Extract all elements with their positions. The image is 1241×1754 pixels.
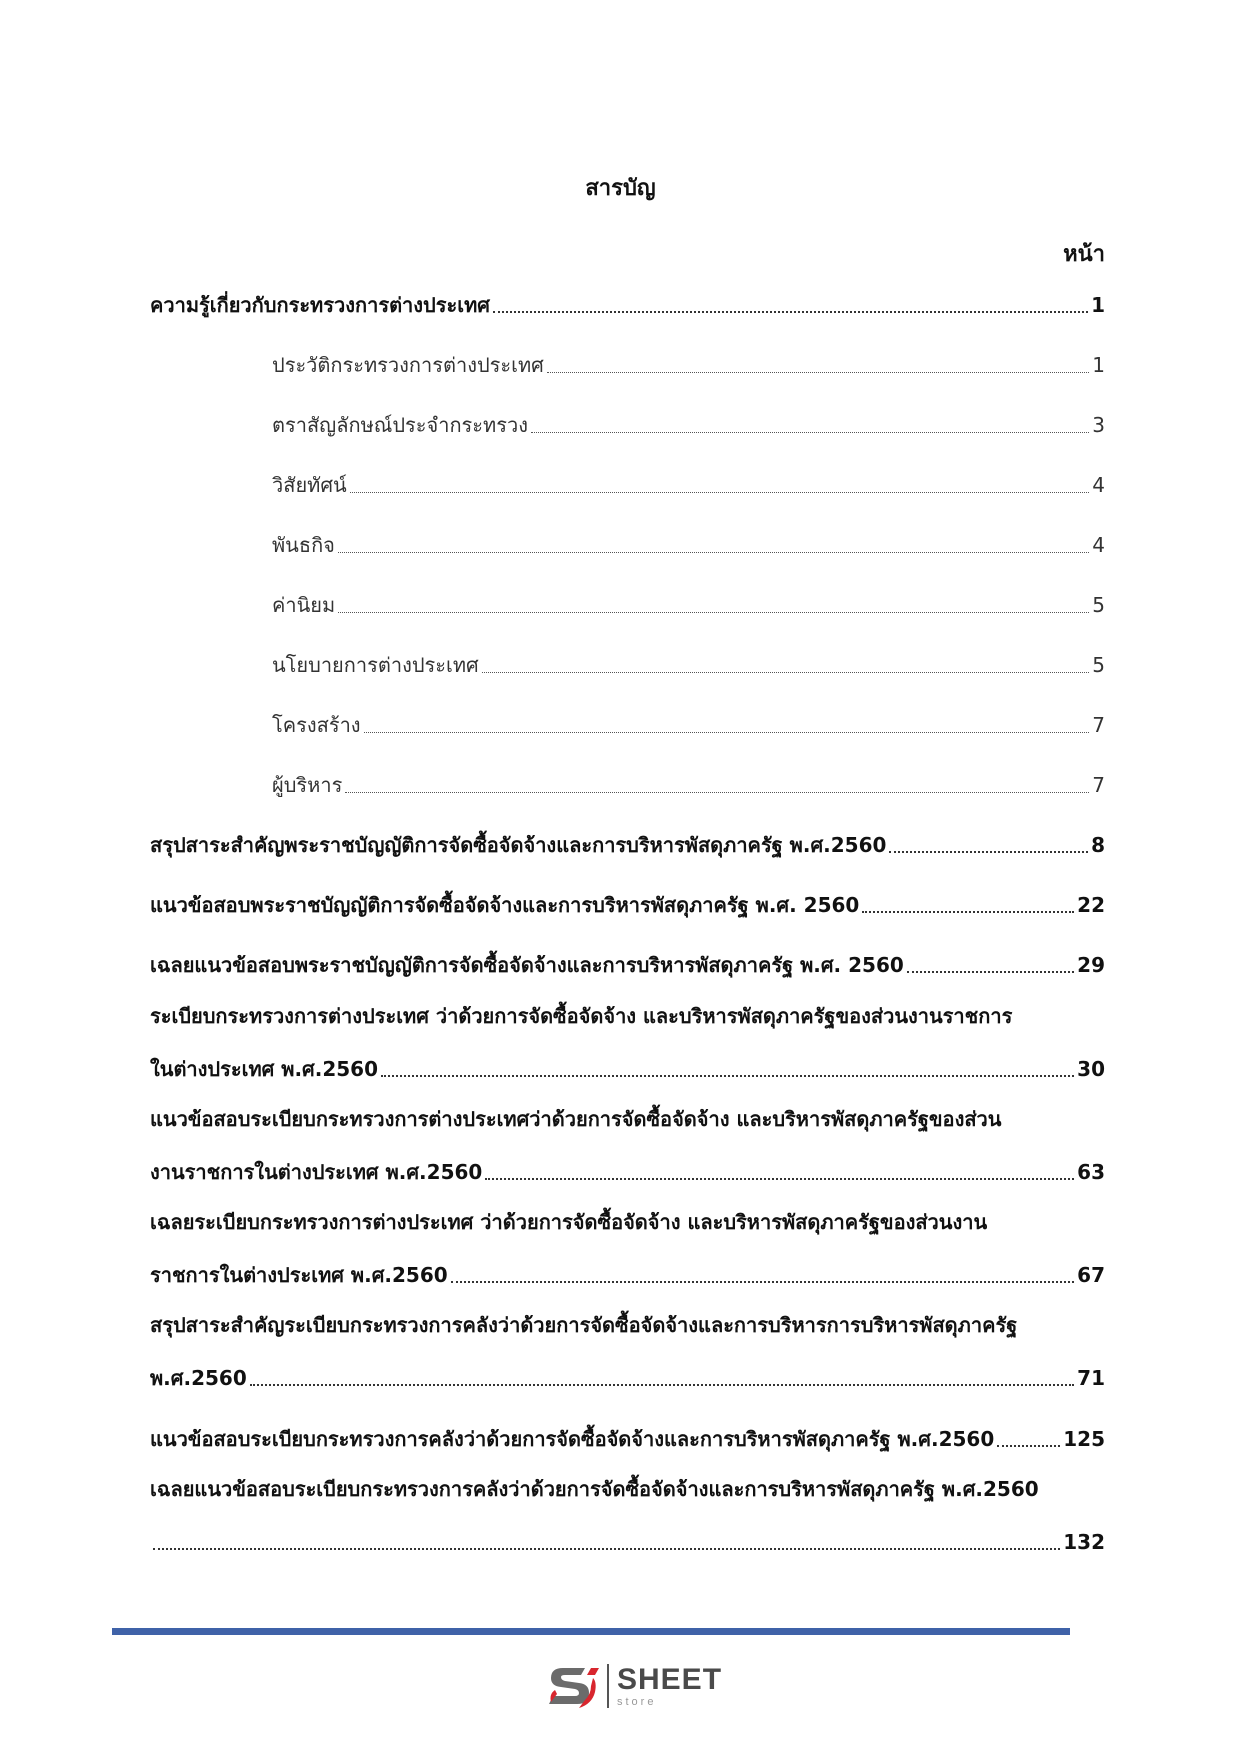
toc-entry-title: ราชการในต่างประเทศ พ.ศ.2560 <box>150 1263 448 1287</box>
toc-entry[interactable] <box>272 770 1105 800</box>
toc-entry[interactable] <box>150 1474 1105 1557</box>
dot-leader <box>250 1384 1074 1386</box>
toc-entry[interactable] <box>150 1424 1105 1454</box>
toc-entry-title: สรุปสาระสำคัญพระราชบัญญัติการจัดซื้อจัดจ้างและการบริหารพัสดุภาครัฐ พ.ศ.2560 <box>150 833 887 857</box>
toc-entry-page-number: 1 <box>1092 353 1105 377</box>
toc-entry-page-number: 71 <box>1077 1366 1105 1390</box>
logo-divider <box>607 1664 609 1708</box>
footer-divider <box>112 1628 1070 1635</box>
toc-entry-title: นโยบายการต่างประเทศ <box>272 653 479 677</box>
toc-entry-page-number: 7 <box>1092 773 1105 797</box>
toc-entry[interactable] <box>272 470 1105 500</box>
logo-name: SHEET <box>617 1662 723 1696</box>
toc-entry-title: เฉลยแนวข้อสอบพระราชบัญญัติการจัดซื้อจัดจ้างและการบริหารพัสดุภาครัฐ พ.ศ. 2560 <box>150 953 904 977</box>
toc-entry[interactable] <box>150 830 1105 860</box>
toc-entry-page-number: 5 <box>1092 653 1105 677</box>
toc-entry-page-number: 132 <box>1063 1530 1105 1554</box>
dot-leader <box>338 552 1089 553</box>
dot-leader <box>364 732 1090 733</box>
dot-leader <box>907 971 1074 973</box>
dot-leader <box>862 911 1074 913</box>
toc-entry-title-line: เฉลยแนวข้อสอบระเบียบกระทรวงการคลังว่าด้วยการจัดซื้อจัดจ้างและการบริหารพัสดุภาครัฐ พ.ศ.2560 <box>150 1477 1039 1501</box>
dot-leader <box>482 672 1090 673</box>
toc-entry-title-line: แนวข้อสอบระเบียบกระทรวงการต่างประเทศว่าด้วยการจัดซื้อจัดจ้าง และบริหารพัสดุภาครัฐของส่วน <box>150 1107 1002 1131</box>
toc-entry[interactable] <box>272 650 1105 680</box>
toc-entry[interactable] <box>150 1001 1105 1084</box>
toc-entry[interactable] <box>150 890 1105 920</box>
toc-entry-title: พันธกิจ <box>272 533 335 557</box>
toc-entry-title: ความรู้เกี่ยวกับกระทรวงการต่างประเทศ <box>150 293 490 317</box>
dot-leader <box>997 1445 1060 1447</box>
toc-entry-page-number: 4 <box>1092 473 1105 497</box>
toc-entry[interactable] <box>272 710 1105 740</box>
toc-entry-title: งานราชการในต่างประเทศ พ.ศ.2560 <box>150 1160 483 1184</box>
dot-leader <box>889 851 1088 853</box>
toc-entry-page-number: 5 <box>1092 593 1105 617</box>
dot-leader <box>485 1178 1074 1180</box>
toc-entry[interactable] <box>150 950 1105 980</box>
toc-entry-title: วิสัยทัศน์ <box>272 473 347 497</box>
sheet-store-logo <box>545 1662 722 1710</box>
toc-entry-page-number: 7 <box>1092 713 1105 737</box>
dot-leader <box>338 612 1089 613</box>
dot-leader <box>153 1548 1060 1550</box>
toc-entry-page-number: 4 <box>1092 533 1105 557</box>
toc-entry-title: พ.ศ.2560 <box>150 1366 247 1390</box>
toc-entry-page-number: 125 <box>1063 1427 1105 1451</box>
toc-entry-title-line: เฉลยระเบียบกระทรวงการต่างประเทศ ว่าด้วยการจัดซื้อจัดจ้าง และบริหารพัสดุภาครัฐของส่วนงาน <box>150 1210 988 1234</box>
toc-entry-page-number: 63 <box>1077 1160 1105 1184</box>
toc-entry-title: แนวข้อสอบระเบียบกระทรวงการคลังว่าด้วยการจัดซื้อจัดจ้างและการบริหารพัสดุภาครัฐ พ.ศ.2560 <box>150 1427 995 1451</box>
toc-entry-title: ผู้บริหาร <box>272 773 343 797</box>
toc-entry[interactable] <box>150 1310 1105 1393</box>
toc-entry-page-number: 3 <box>1092 413 1105 437</box>
page-column-header: หน้า <box>1063 242 1105 267</box>
dot-leader <box>547 372 1089 373</box>
toc-entry-page-number: 30 <box>1077 1057 1105 1081</box>
toc-entry-title: ประวัติกระทรวงการต่างประเทศ <box>272 353 544 377</box>
toc-entry-title: ในต่างประเทศ พ.ศ.2560 <box>150 1057 379 1081</box>
page-title: สารบัญ <box>585 176 656 201</box>
toc-entry-page-number: 1 <box>1091 293 1105 317</box>
dot-leader <box>493 311 1088 313</box>
toc-entry-title: ค่านิยม <box>272 593 336 617</box>
sheet-store-s-logo-icon <box>545 1662 601 1710</box>
toc-entry-page-number: 29 <box>1077 953 1105 977</box>
dot-leader <box>350 492 1090 493</box>
toc-entry-title-line: ระเบียบกระทรวงการต่างประเทศ ว่าด้วยการจัดซื้อจัดจ้าง และบริหารพัสดุภาครัฐของส่วนงานราชการ <box>150 1004 1013 1028</box>
logo-subtitle: store <box>617 1695 657 1708</box>
toc-entry-title: โครงสร้าง <box>272 713 361 737</box>
toc-entry-page-number: 67 <box>1077 1263 1105 1287</box>
toc-entry-page-number: 22 <box>1077 893 1105 917</box>
toc-entry[interactable] <box>150 1207 1105 1290</box>
toc-entry-title: แนวข้อสอบพระราชบัญญัติการจัดซื้อจัดจ้างและการบริหารพัสดุภาครัฐ พ.ศ. 2560 <box>150 893 860 917</box>
toc-entry-page-number: 8 <box>1091 833 1105 857</box>
toc-entry[interactable] <box>272 410 1105 440</box>
dot-leader <box>451 1281 1075 1283</box>
toc-entry[interactable] <box>272 530 1105 560</box>
toc-entry-title-line: สรุปสาระสำคัญระเบียบกระทรวงการคลังว่าด้วยการจัดซื้อจัดจ้างและการบริหารการบริหารพัสดุภาครัฐ <box>150 1313 1018 1337</box>
toc-entry[interactable] <box>150 290 1105 320</box>
dot-leader <box>345 792 1089 793</box>
toc-entry[interactable] <box>150 1104 1105 1187</box>
dot-leader <box>381 1075 1074 1077</box>
toc-entry-title: ตราสัญลักษณ์ประจำกระทรวง <box>272 413 528 437</box>
toc-entry[interactable] <box>272 590 1105 620</box>
toc-entry[interactable] <box>272 350 1105 380</box>
dot-leader <box>531 432 1089 433</box>
